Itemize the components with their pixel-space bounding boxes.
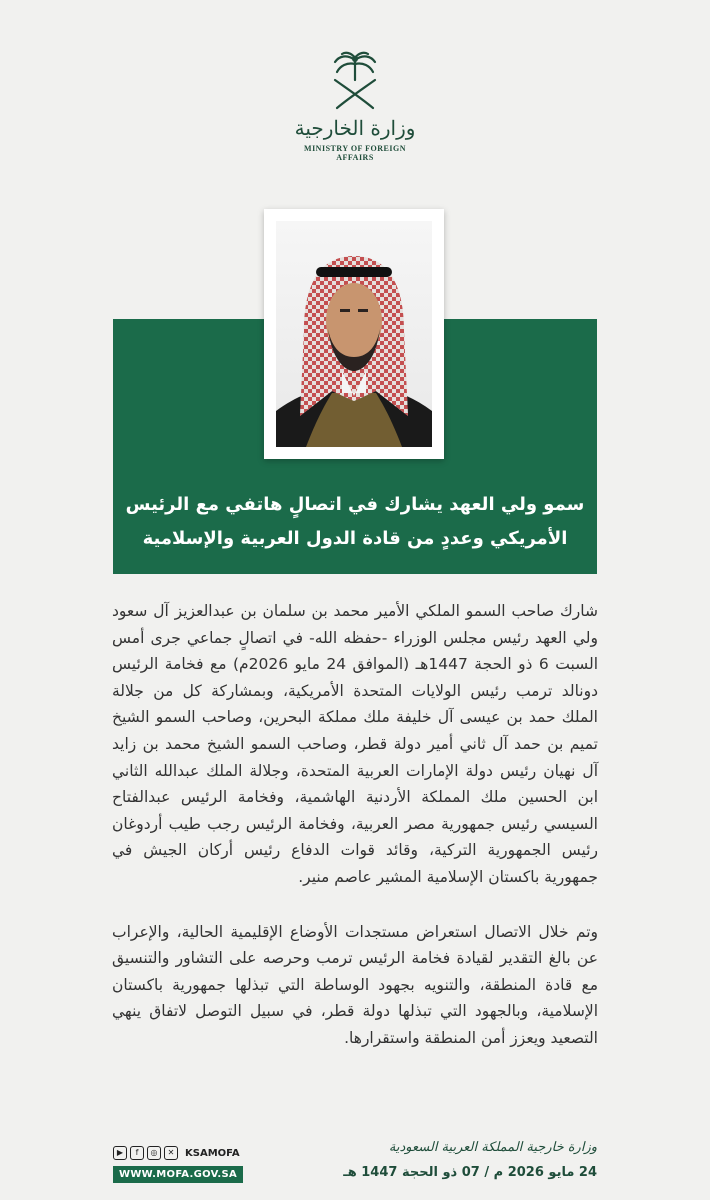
headline-line-2: الأمريكي وعددٍ من قادة الدول العربية والإسلامية: [142, 528, 568, 549]
website-link[interactable]: WWW.MOFA.GOV.SA: [113, 1166, 243, 1183]
youtube-icon[interactable]: ▶: [113, 1146, 127, 1160]
paragraph-2: وتم خلال الاتصال استعراض مستجدات الأوضاع الإقليمية الحالية، والإعراب عن بالغ التقدير لقيادة فخامة الرئيس ترمب وحرصه على التشاور والتنسيق مع قادة المنطقة، والتنويه بجهود الوساطة التي تبذلها جمهورية باكستان الإسلامية، وبالجهود التي تبذلها دولة قطر، في سبيل التوصل لاتفاق ينهي التصعيد ويعزز أمن المنطقة واستقرارها.: [112, 922, 598, 1047]
instagram-icon[interactable]: ◎: [147, 1146, 161, 1160]
ministry-logo: [290, 50, 420, 162]
ministry-name-arabic: وزارة الخارجية: [294, 116, 416, 140]
footer-social: [113, 1146, 243, 1183]
palm-and-swords-emblem-icon: [325, 50, 385, 112]
facebook-icon[interactable]: f: [130, 1146, 144, 1160]
footer-ministry: وزارة خارجية المملكة العربية السعودية: [388, 1140, 597, 1155]
social-handle[interactable]: KSAMOFA: [185, 1147, 240, 1159]
headline-line-1: سمو ولي العهد يشارك في اتصالٍ هاتفي مع الرئيس: [125, 494, 585, 515]
portrait-photo: [276, 221, 432, 447]
headline: [125, 488, 585, 556]
paragraph-1: شارك صاحب السمو الملكي الأمير محمد بن سلمان بن عبدالعزيز آل سعود ولي العهد رئيس مجلس الوزراء -حفظه الله- في اتصالٍ جماعي جرى أمس السبت 6 ذو الحجة 1447هـ (الموافق 24 مايو 2026م) مع فخامة الرئيس دونالد ترمب رئيس الولايات المتحدة الأمريكية، وبمشاركة كل من جلالة الملك حمد بن عيسى آل خليفة ملك مملكة البحرين، وصاحب السمو الشيخ تميم بن حمد آل ثاني أمير دولة قطر، وصاحب السمو الشيخ محمد بن زايد آل نهيان رئيس دولة الإمارات العربية المتحدة، وجلالة الملك عبدالله الثاني ابن الحسين ملك المملكة الأردنية الهاشمية، وفخامة الرئيس عبدالفتاح السيسي رئيس جمهورية مصر العربية، وفخامة الرئيس رجب طيب أردوغان رئيس الجمهورية التركية، وقائد قوات الدفاع رئيس أركان الجيش في جمهورية باكستان الإسلامية المشير عاصم منير.: [112, 602, 598, 886]
article-body: [112, 598, 598, 1080]
ministry-name-english: MINISTRY OF FOREIGN AFFAIRS: [304, 144, 406, 162]
footer-source: [337, 1140, 597, 1180]
social-row: [113, 1146, 243, 1160]
x-icon[interactable]: ✕: [164, 1146, 178, 1160]
footer-date: 24 مايو 2026 م / 07 ذو الحجة 1447 هـ: [343, 1165, 597, 1180]
portrait-frame: [264, 209, 444, 459]
portrait-illustration: [276, 221, 432, 447]
